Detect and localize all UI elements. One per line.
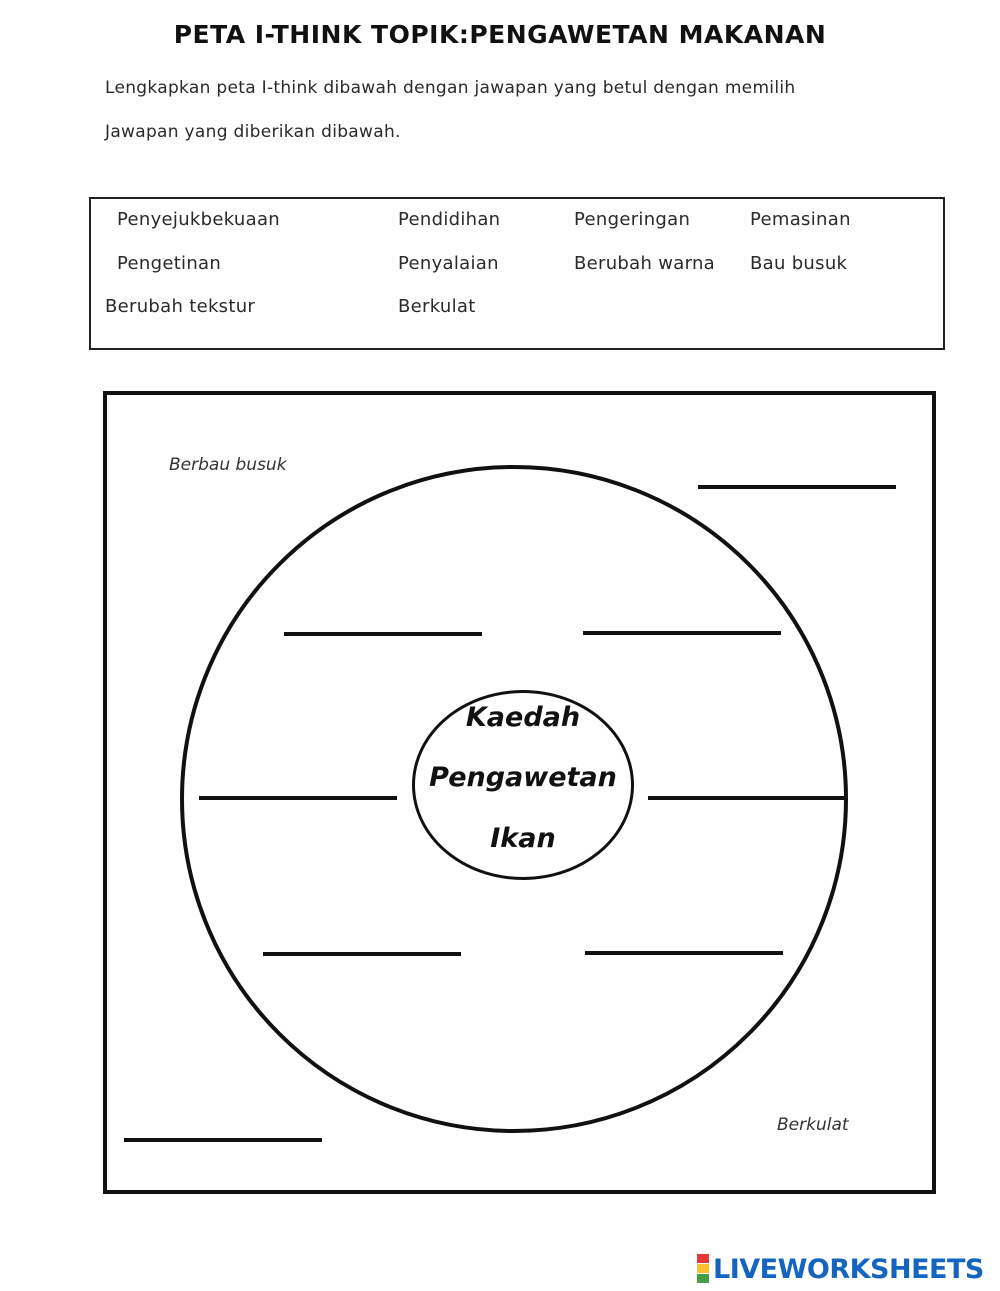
word-bank-item[interactable]: Bau busuk bbox=[750, 253, 848, 274]
word-bank-item[interactable]: Berubah tekstur bbox=[105, 296, 256, 317]
word-bank-item[interactable]: Pengeringan bbox=[574, 209, 691, 230]
liveworksheets-logo bbox=[697, 1254, 984, 1284]
frame-note-top-left: Berbau busuk bbox=[169, 455, 287, 475]
word-bank-item[interactable]: Pengetinan bbox=[117, 253, 222, 274]
word-bank-item[interactable]: Pemasinan bbox=[750, 209, 851, 230]
answer-blank-middle-left[interactable] bbox=[199, 796, 397, 800]
worksheet-title: PETA I-THINK TOPIK:PENGAWETAN MAKANAN bbox=[173, 20, 827, 49]
word-bank-item[interactable]: Penyalaian bbox=[398, 253, 499, 274]
instruction-line-2: Jawapan yang diberikan dibawah. bbox=[105, 122, 401, 142]
center-label-line-3: Ikan bbox=[490, 823, 556, 854]
frame-note-bottom-right: Berkulat bbox=[777, 1115, 849, 1135]
word-bank-item[interactable]: Pendidihan bbox=[398, 209, 501, 230]
instruction-line-1: Lengkapkan peta I-think dibawah dengan jawapan yang betul dengan memilih bbox=[105, 78, 796, 98]
answer-blank-upper-right[interactable] bbox=[583, 631, 781, 635]
answer-blank-middle-right[interactable] bbox=[648, 796, 846, 800]
word-bank-item[interactable]: Berkulat bbox=[398, 296, 476, 317]
logo-icon bbox=[697, 1254, 709, 1284]
answer-blank-lower-right[interactable] bbox=[585, 951, 783, 955]
answer-blank-lower-left[interactable] bbox=[263, 952, 461, 956]
logo-text: LIVEWORKSHEETS bbox=[713, 1253, 984, 1285]
answer-blank-frame-top-right[interactable] bbox=[698, 485, 896, 489]
center-label-line-1: Kaedah bbox=[465, 702, 581, 733]
center-label-line-2: Pengawetan bbox=[429, 762, 617, 793]
word-bank-item[interactable]: Penyejukbekuaan bbox=[117, 209, 281, 230]
answer-blank-upper-left[interactable] bbox=[284, 632, 482, 636]
word-bank-item[interactable]: Berubah warna bbox=[574, 253, 715, 274]
answer-blank-frame-bottom-left[interactable] bbox=[124, 1138, 322, 1142]
